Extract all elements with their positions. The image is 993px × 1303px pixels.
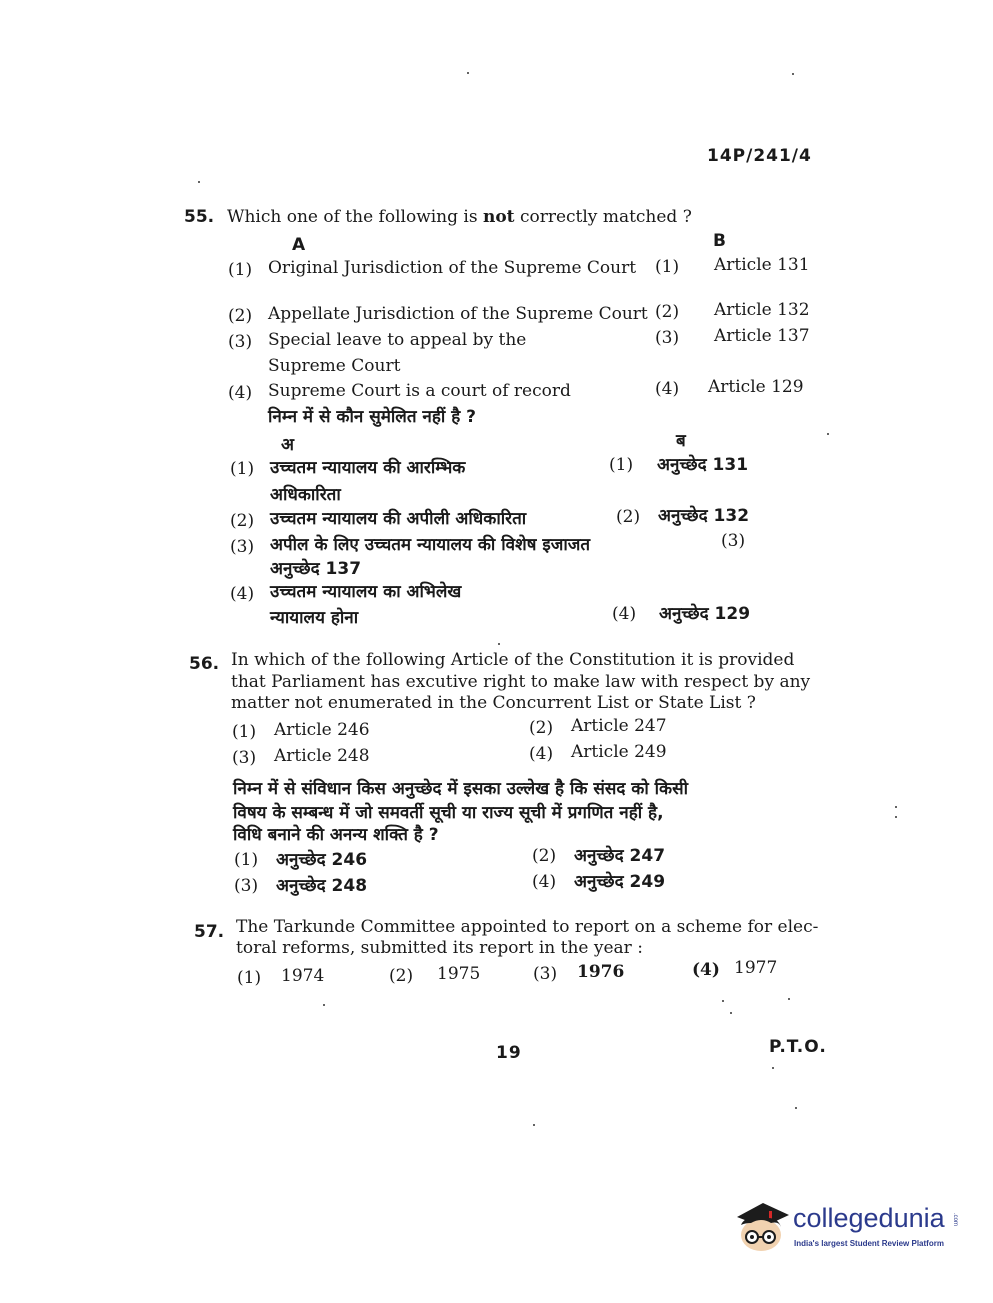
q55-hi-row-a: उच्चतम न्यायालय का अभिलेख xyxy=(270,582,462,602)
scan-speck xyxy=(788,998,790,1000)
question-55-text: Which one of the following is not correctly matched ? xyxy=(227,207,692,227)
q55-row-b-number: (3) xyxy=(655,328,680,348)
q55-row-a-cont: Supreme Court xyxy=(268,356,401,376)
mascot-icon xyxy=(733,1195,791,1257)
q57-option-number: (2) xyxy=(389,966,414,986)
q56-option-number: (3) xyxy=(232,748,257,768)
scan-speck xyxy=(323,1004,325,1006)
q56-hi-option-number: (2) xyxy=(532,846,557,866)
q57-option-number: (1) xyxy=(237,968,262,988)
q56-option-number: (2) xyxy=(529,718,554,738)
q55-row-b-number: (1) xyxy=(655,257,680,277)
q55-hi-row-b-number: (1) xyxy=(609,455,634,475)
q55-hi-row-b-number: (2) xyxy=(616,507,641,527)
scan-speck xyxy=(722,1000,724,1002)
q55-hi-row-b-number: (3) xyxy=(721,531,746,551)
q56-option: Article 246 xyxy=(274,720,370,740)
q55-row-b-number: (4) xyxy=(655,379,680,399)
scan-speck xyxy=(795,1107,797,1109)
q55-hi-row-number: (2) xyxy=(230,511,255,531)
q56-hi-option-number: (1) xyxy=(234,850,259,870)
question-56-line: matter not enumerated in the Concurrent List or State List ? xyxy=(231,693,756,713)
logo-domain: .com xyxy=(952,1213,958,1227)
q55-row-number: (1) xyxy=(228,260,253,280)
q55-hi-row-a: उच्चतम न्यायालय की आरम्भिक xyxy=(270,458,466,478)
q55-row-b: Article 137 xyxy=(714,326,810,346)
q56-option-number: (1) xyxy=(232,722,257,742)
scan-speck xyxy=(467,72,469,74)
q55-hi-row-b: अनुच्छेद 132 xyxy=(658,506,750,526)
q55-row-number: (3) xyxy=(228,332,253,352)
q55-row-a: Special leave to appeal by the xyxy=(268,330,527,350)
q55-hi-row-number: (3) xyxy=(230,537,255,557)
paper-code: 14P/241/4 xyxy=(707,146,812,166)
q55-row-a: Appellate Jurisdiction of the Supreme Court xyxy=(268,304,648,324)
q56-option: Article 249 xyxy=(571,742,667,762)
q55-hi-row-b: अनुच्छेद 129 xyxy=(659,604,751,624)
question-56-line: that Parliament has excutive right to make law with respect by any xyxy=(231,672,811,692)
q55-row-a: Supreme Court is a court of record xyxy=(268,381,571,401)
collegedunia-logo xyxy=(733,1195,963,1259)
q56-option: Article 248 xyxy=(274,746,370,766)
question-number-56: 56. xyxy=(189,654,220,674)
q55-hi-row-a: अपील के लिए उच्चतम न्यायालय की विशेष इजाजत xyxy=(270,535,591,555)
q57-option-number: (3) xyxy=(533,964,558,984)
q57-option: 1975 xyxy=(437,964,481,984)
question-56-hindi-line: विषय के सम्बन्ध में जो समवर्ती सूची या राज्य सूची में प्रगणित नहीं है, xyxy=(233,803,664,823)
q55-hi-row-b: अनुच्छेद 137 xyxy=(270,559,362,579)
q56-option: Article 247 xyxy=(571,716,667,736)
q55-hi-row-number: (1) xyxy=(230,459,255,479)
scan-speck xyxy=(895,806,897,808)
question-number-57: 57. xyxy=(194,922,225,942)
q55-hi-row-b: अनुच्छेद 131 xyxy=(657,455,749,475)
q57-option-number: (4) xyxy=(692,960,720,980)
scan-speck xyxy=(772,1067,774,1069)
q56-hi-option-number: (4) xyxy=(532,872,557,892)
hindi-column-a-header: अ xyxy=(281,435,294,455)
column-a-header: A xyxy=(292,235,306,255)
page-number: 19 xyxy=(496,1043,522,1063)
q55-row-b: Article 132 xyxy=(714,300,810,320)
scan-speck xyxy=(498,643,500,645)
q57-option: 1974 xyxy=(281,966,325,986)
q57-option: 1977 xyxy=(734,958,778,978)
q55-row-a: Original Jurisdiction of the Supreme Court xyxy=(268,258,637,278)
column-b-header: B xyxy=(713,231,726,251)
q56-option-number: (4) xyxy=(529,744,554,764)
q56-hi-option: अनुच्छेद 249 xyxy=(574,872,666,892)
question-56-line: In which of the following Article of the Constitution it is provided xyxy=(231,650,795,670)
q55-hi-row-b-number: (4) xyxy=(612,604,637,624)
q55-row-b: Article 129 xyxy=(708,377,804,397)
question-57-line: toral reforms, submitted its report in the year : xyxy=(236,938,643,958)
question-number-55: 55. xyxy=(184,207,215,227)
q56-hi-option: अनुच्छेद 247 xyxy=(574,846,666,866)
q56-hi-option-number: (3) xyxy=(234,876,259,896)
scan-speck xyxy=(792,73,794,75)
scan-speck xyxy=(730,1012,732,1014)
question-56-hindi-line: निम्न में से संविधान किस अनुच्छेद में इसका उल्लेख है कि संसद को किसी xyxy=(233,779,689,799)
scan-speck xyxy=(198,181,200,183)
logo-wordmark: collegedunia xyxy=(793,1203,945,1233)
q55-hi-row-number: (4) xyxy=(230,584,255,604)
q55-hi-row-a: उच्चतम न्यायालय की अपीली अधिकारिता xyxy=(270,509,527,529)
q55-row-number: (2) xyxy=(228,306,253,326)
q55-hi-row-a-cont: अधिकारिता xyxy=(270,485,341,505)
scan-speck xyxy=(895,816,897,818)
scan-speck xyxy=(533,1124,535,1126)
q57-option: 1976 xyxy=(577,962,625,982)
scan-speck xyxy=(827,433,829,435)
hindi-column-b-header: ब xyxy=(676,431,686,451)
question-56-hindi-line: विधि बनाने की अनन्य शक्ति है ? xyxy=(233,825,439,845)
please-turn-over: P.T.O. xyxy=(769,1037,827,1057)
q55-hi-row-a-cont: न्यायालय होना xyxy=(270,608,359,628)
q55-row-number: (4) xyxy=(228,383,253,403)
question-57-line: The Tarkunde Committee appointed to report on a scheme for elec- xyxy=(236,917,819,937)
q56-hi-option: अनुच्छेद 248 xyxy=(276,876,368,896)
logo-tagline: India's largest Student Review Platform xyxy=(794,1239,944,1248)
q55-row-b: Article 131 xyxy=(714,255,810,275)
question-55-hindi-text: निम्न में से कौन सुमेलित नहीं है ? xyxy=(268,407,477,427)
q56-hi-option: अनुच्छेद 246 xyxy=(276,850,368,870)
q55-row-b-number: (2) xyxy=(655,302,680,322)
